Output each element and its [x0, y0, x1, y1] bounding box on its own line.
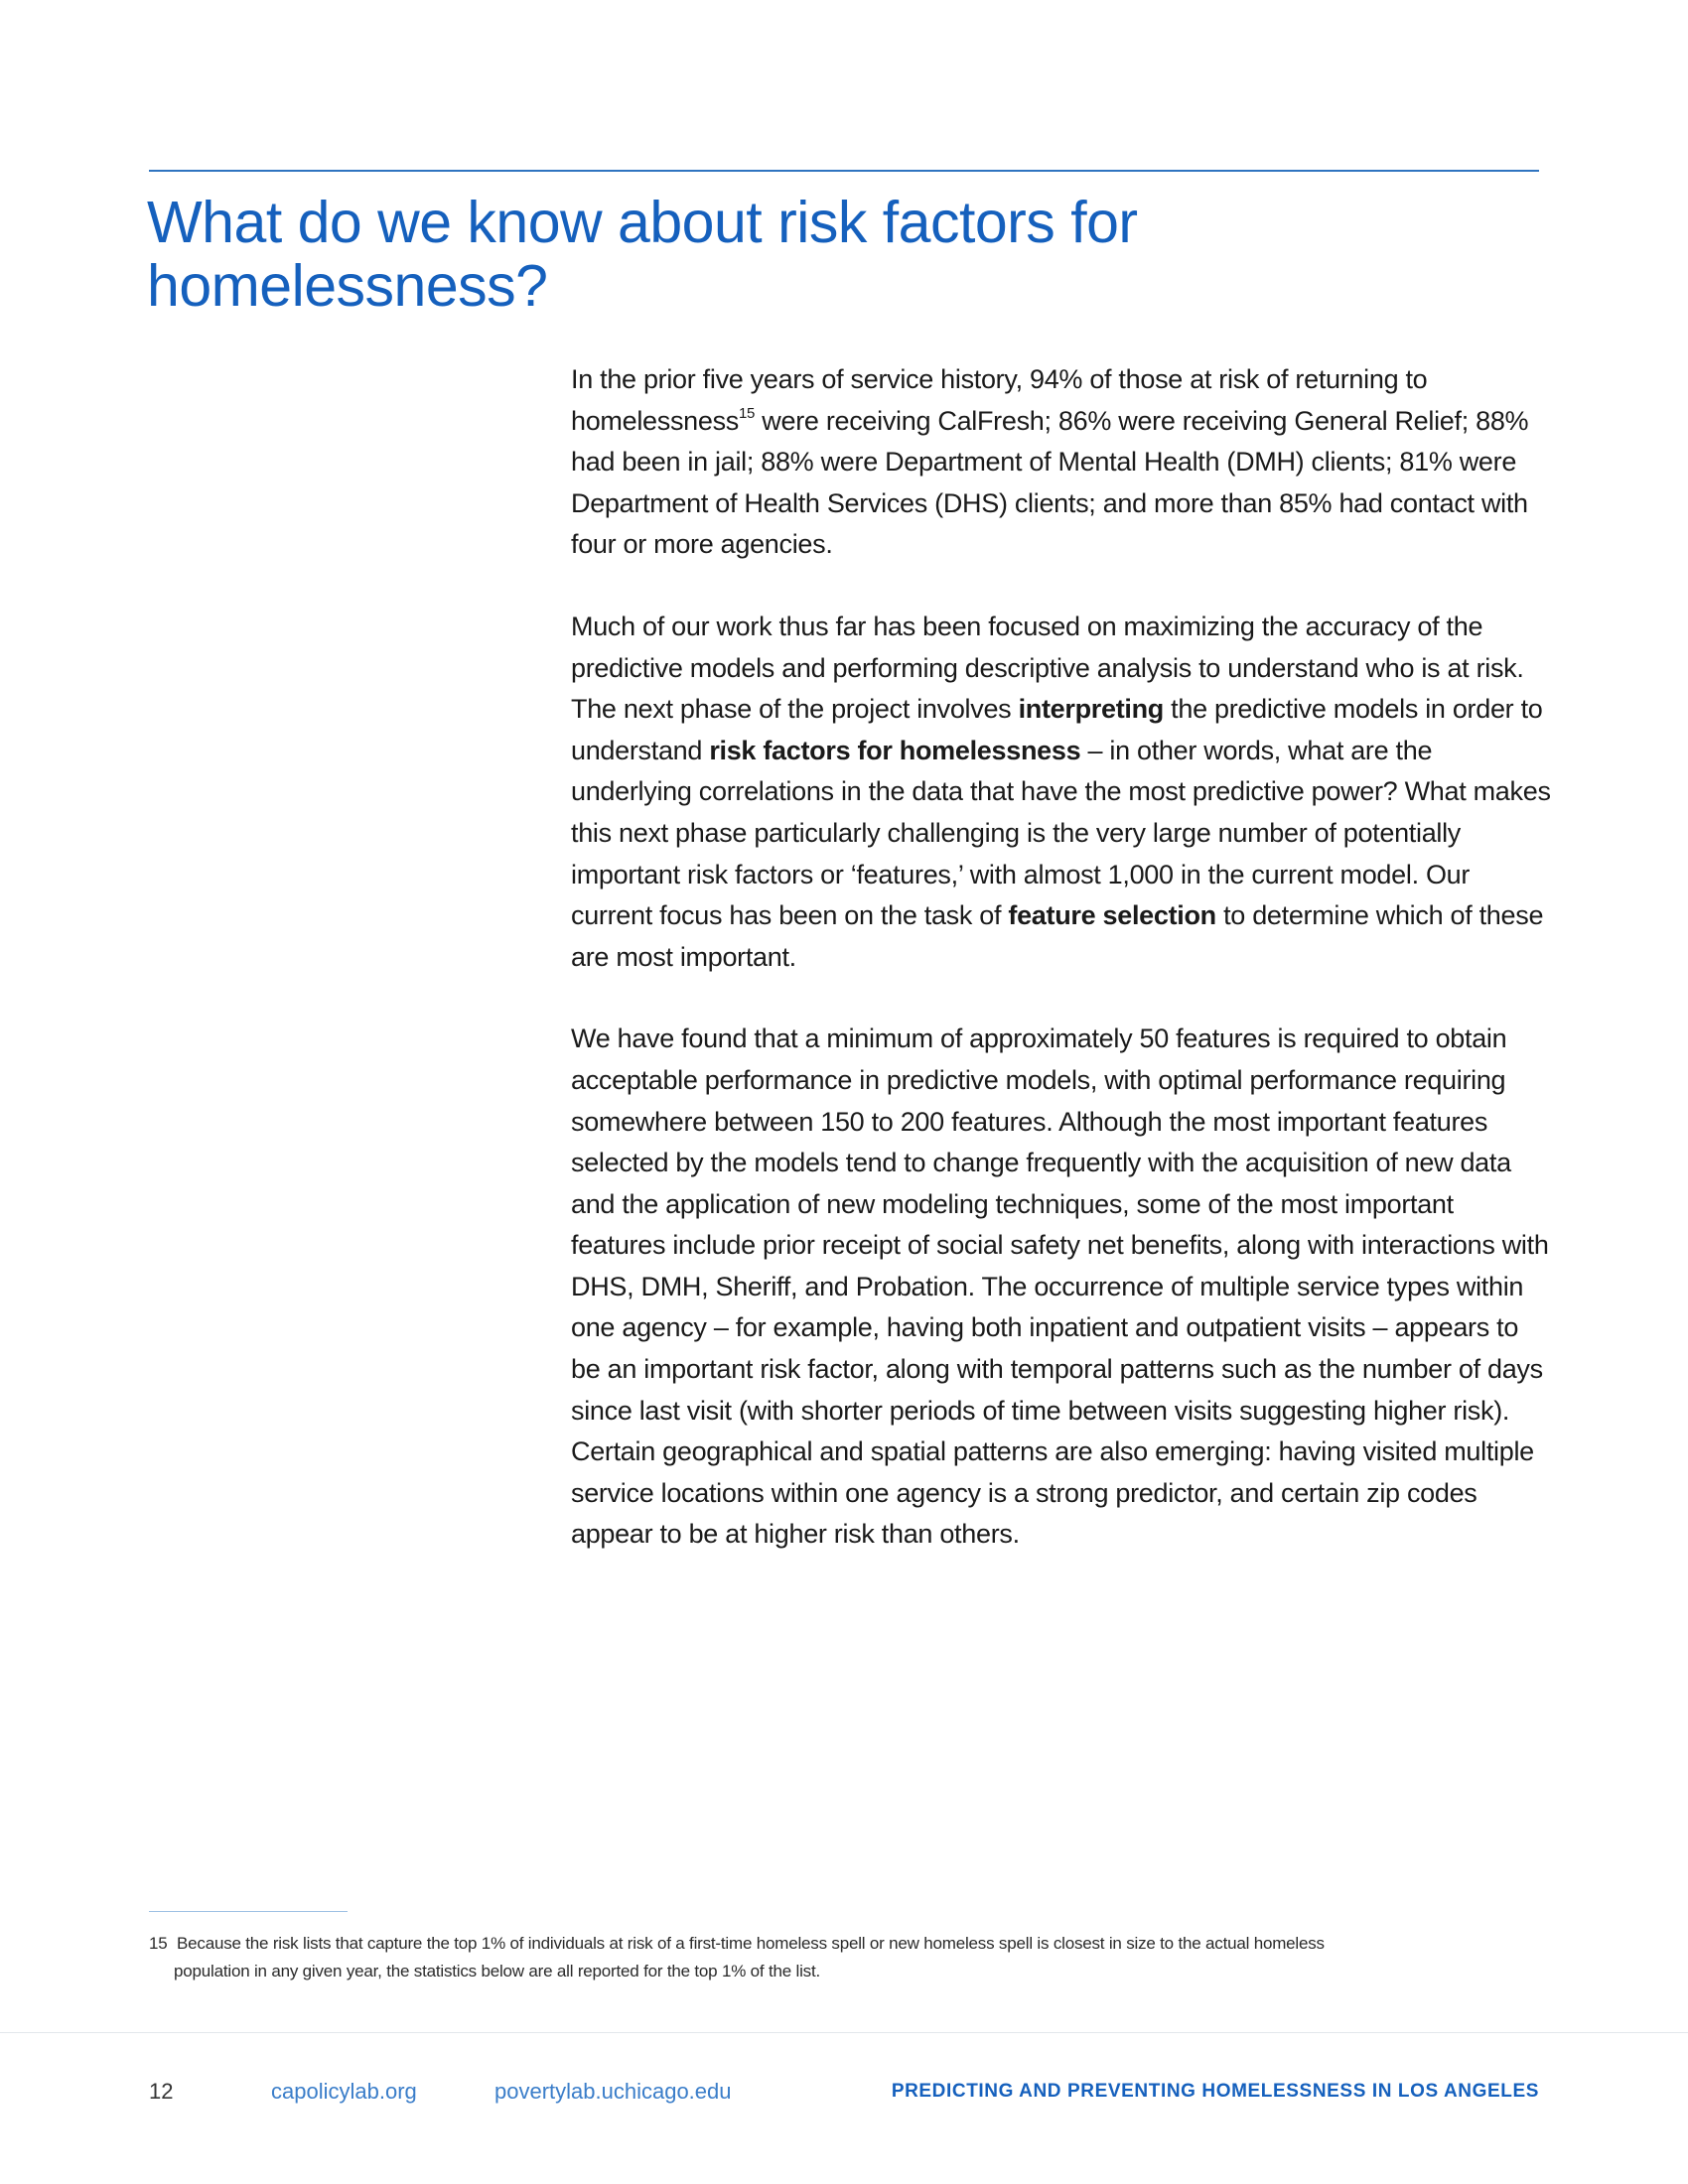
title-line-2: homelessness? [147, 253, 548, 319]
p1-text-a: In the prior five years of service history, 94% of those at risk of returning to homelessness [571, 364, 1428, 436]
p2-text-e: – in other words, what are the underlying correlations in the data that have the most predictive power? What makes this next phase particularly challenging is the very large number of potentially important risk factors or ‘features,’ with almost 1,000 in the current model. Our current focus has been on the task of [571, 735, 1551, 931]
top-rule [149, 170, 1539, 172]
p2-bold-feature-selection: feature selection [1008, 900, 1216, 931]
footer-rule [0, 2032, 1688, 2033]
footnote-text-1: Because the risk lists that capture the top 1% of individuals at risk of a first-time homeless spell or new homeless spell is closest in size to the actual homeless [177, 1934, 1325, 1953]
p1-text-b: were receiving CalFresh; 86% were receiving General Relief; 88% had been in jail; 88% were Department of Mental Health (DMH) clients; 81% were Department of Health Services (DHS) clients; and more than 85% had contact with four or more agencies. [571, 405, 1529, 560]
footnote-rule [149, 1911, 348, 1912]
p2-bold-risk-factors: risk factors for homelessness [709, 735, 1081, 765]
page-number: 12 [149, 2079, 174, 2104]
p2-text-a: Much of our work thus far has been focused on maximizing the accuracy of the predictive models and performing descriptive analysis to understand who is at risk. The next phase of the project involves [571, 611, 1524, 725]
footnote [149, 1930, 1539, 1985]
footer-link-povertylab[interactable]: povertylab.uchicago.edu [494, 2079, 732, 2104]
p2-text-c: the predictive models in order to understand [571, 694, 1543, 765]
paragraph-1 [571, 359, 1554, 566]
page-title [147, 191, 1289, 318]
p2-text-g: to determine which of these are most important. [571, 900, 1544, 972]
paragraph-3: We have found that a minimum of approximately 50 features is required to obtain acceptable performance in predictive models, with optimal performance requiring somewhere between 150 to 200 features. Although the most important features selected by the models tend to change frequently with the acquisition of new data and the application of new modeling techniques, some of the most important features include prior receipt of social safety net benefits, along with interactions with DHS, DMH, Sheriff, and Probation. The occurrence of multiple service types within one agency – for example, having both inpatient and outpatient visits – appears to be an important risk factor, along with temporal patterns such as the number of days since last visit (with shorter periods of time between visits suggesting higher risk). Certain geographical and spatial patterns are also emerging: having visited multiple service locations within one agency is a strong predictor, and certain zip codes appear to be at higher risk than others. [571, 1024, 1549, 1550]
paragraph-2 [571, 607, 1554, 978]
body-column [571, 359, 1554, 1596]
footnote-number: 15 [149, 1934, 168, 1953]
footnote-line-2: population in any given year, the statistics below are all reported for the top 1% of the list. [174, 1962, 820, 1980]
footnote-ref: 15 [739, 404, 756, 422]
p2-bold-interpreting: interpreting [1018, 694, 1164, 725]
title-line-1: What do we know about risk factors for [147, 190, 1138, 255]
footer-link-capolicylab[interactable]: capolicylab.org [271, 2079, 417, 2104]
footer-report-title: PREDICTING AND PREVENTING HOMELESSNESS IN LOS ANGELES [891, 2081, 1539, 2102]
footnote-line-1 [149, 1930, 1539, 1958]
